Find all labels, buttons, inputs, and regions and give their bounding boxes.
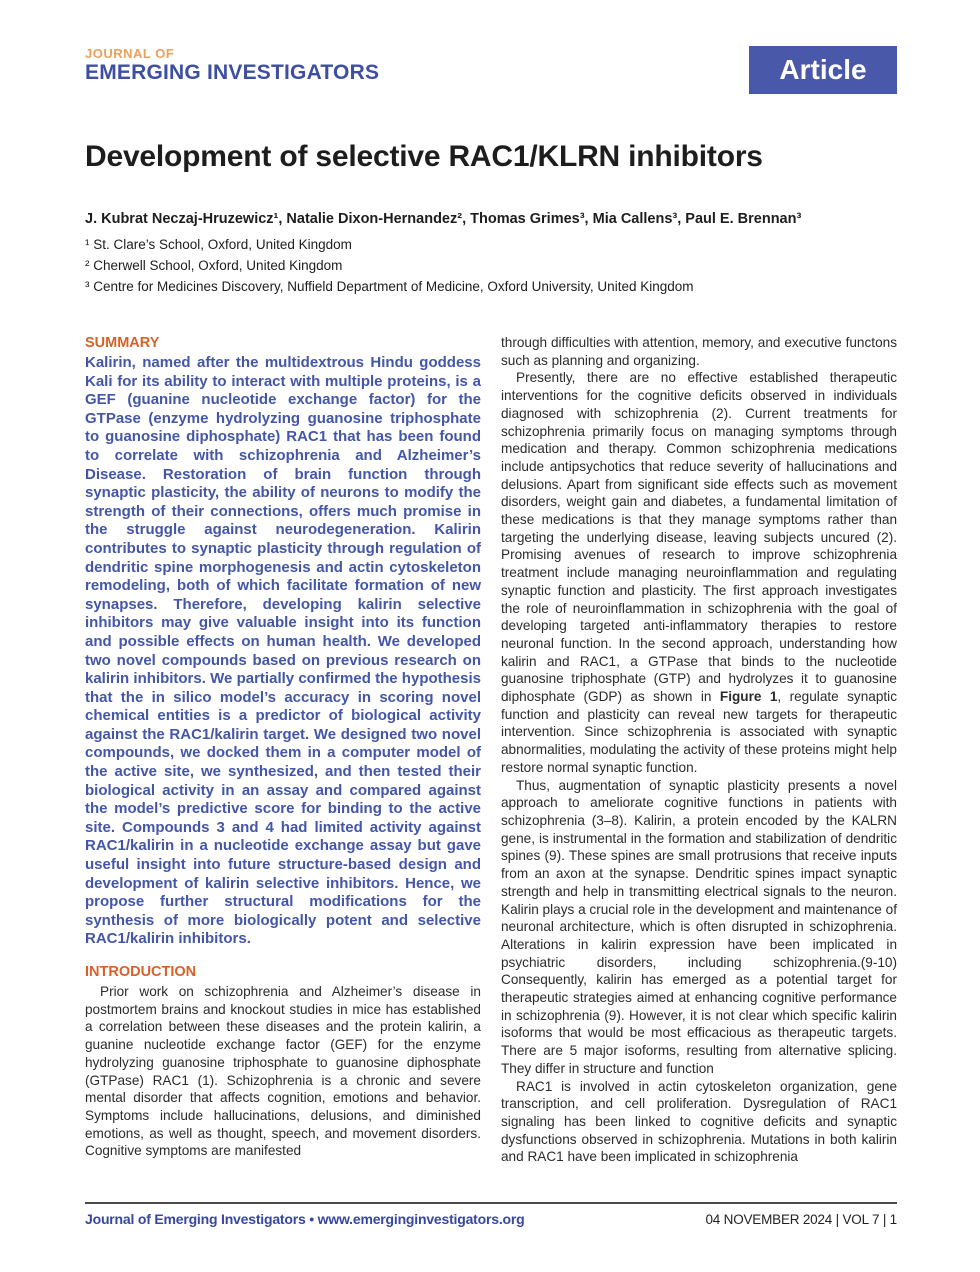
footer-date-volume-page: 04 NOVEMBER 2024 | VOL 7 | 1 [705,1212,897,1227]
left-column [85,334,481,1166]
article-type-badge: Article [749,46,897,94]
authors-line: J. Kubrat Neczaj-Hruzewicz¹, Natalie Dixon-Hernandez², Thomas Grimes³, Mia Callens³, Paul E. Brennan³ [85,211,802,227]
affiliation-2: ² Cherwell School, Oxford, United Kingdom [85,258,343,273]
two-column-body [85,334,897,1166]
body-paragraph-kalirin: Thus, augmentation of synaptic plasticity presents a novel approach to ameliorate cognitive functions in patients with schizophrenia (3–8). Kalirin, a protein encoded by the KALRN gene, is instrumental in the formation and stabilization of dendritic spines (9). These spines are small protrusions that receive inputs from an axon at the synapse. Dendritic spines impact synaptic strength and help in transmitting electrical signals to the neuron. Kalirin plays a crucial role in the development and maintenance of neuronal architecture, which is often disrupted in schizophrenia. Alterations in kalirin expression have been implicated in psychiatric disorders, including schizophrenia.(9-10) Consequently, kalirin has emerged as a potential target for therapeutic strategies aimed at enhancing cognitive performance in schizophrenia (9). However, it is not clear which specific kalirin isoforms that would be most efficacious as therapeutic targets. There are 5 major isoforms, resulting from alternative splicing. They differ in structure and function [501,777,897,1076]
introduction-heading: INTRODUCTION [85,964,197,980]
page-header [85,46,897,96]
paper-title: Development of selective RAC1/KLRN inhibitors [85,140,763,173]
figure-1-reference: Figure 1 [719,689,778,705]
affiliation-1: ¹ St. Clare’s School, Oxford, United Kingdom [85,237,352,252]
affiliations [85,234,897,297]
summary-heading: SUMMARY [85,335,160,351]
summary-text: Kalirin, named after the multidextrous Hindu goddess Kali for its ability to interact with multiple proteins, is a GEF (guanine nucleotide exchange factor) for the GTPase (enzyme hydrolyzing guanosine triphosphate to guanosine diphosphate) RAC1 that has been found to correlate with schizophrenia and Alzheimer’s Disease. Restoration of brain function through synaptic plasticity, the ability of neurons to modify the strength of their connections, offers much promise in the struggle against neurodegeneration. Kalirin contributes to synaptic plasticity through regulation of dendritic spine morphogenesis and actin cytoskeleton remodeling, both of which facilitate formation of new synapses. Therefore, developing kalirin selective inhibitors may give valuable insight into its function and possible effects on human health. We developed two novel compounds based on previous research on kalirin inhibitors. We partially confirmed the hypothesis that the in silico model’s accuracy in scoring novel chemical entities is a predictor of biological activity against the RAC1/kalirin target. We designed two novel compounds, we docked them in a computer model of the active site, we synthesized, and then tested their biological activity in an assay and compared against the model’s predictive score for binding to the active site. Compounds 3 and 4 had limited activity against RAC1/kalirin in a nucleotide exchange assay but gave useful insight into future structure-based design and development of kalirin selective inhibitors. Hence, we propose further structural modifications for the synthesis of more biologically potent and selective RAC1/kalirin inhibitors. [85,354,481,948]
journal-logo-line1: JOURNAL OF [85,46,175,61]
page-footer [85,1202,897,1227]
paragraph-text: Presently, there are no effective established therapeutic interventions for the cognitive deficits observed in individuals diagnosed with schizophrenia (2). Current treatments for schizophrenia primarily focus on managing symptoms through medication and therapy. Common schizophrenia medications include antipsychotics that reduce severity of hallucinations and delusions. Apart from significant side effects such as movement disorders, weight gain and diabetes, a fundamental limitation of these medications is that they manage symptoms rather than targeting the underlying disease, leaving subjects uncured (2). Promising avenues of research to improve schizophrenia treatment include managing neuroinflammation and regulating synaptic function and plasticity. The first approach investigates the role of neuroinflammation in schizophrenia with the goal of developing targeted anti-inflammatory therapies to restore neuronal function. In the second approach, understanding how kalirin and RAC1, a GTPase that binds to the nucleotide guanosine triphosphate (GTP) and hydrolyzes it to guanosine diphosphate (GDP) as shown in [501,370,897,705]
footer-journal-name: Journal of Emerging Investigators • www.emerginginvestigators.org [85,1211,525,1227]
paragraph-text: , regulate synaptic function and plasticity can reveal new targets for therapeutic intervention. Since schizophrenia is associated with synaptic abnormalities, modulating the activity of these proteins might help restore normal synaptic function. [501,689,898,775]
right-column [501,334,897,1166]
body-paragraph-treatments [501,369,897,776]
body-paragraph-continuation: through difficulties with attention, memory, and executive functons such as planning and organizing. [501,335,897,368]
affiliation-3: ³ Centre for Medicines Discovery, Nuffield Department of Medicine, Oxford University, United Kingdom [85,279,694,294]
body-paragraph-rac1: RAC1 is involved in actin cytoskeleton organization, gene transcription, and cell proliferation. Dysregulation of RAC1 signaling has been linked to cognitive deficits and synaptic dysfunctions observed in schizophrenia. Mutations in both kalirin and RAC1 have been implicated in schizophrenia [501,1078,897,1165]
introduction-paragraph: Prior work on schizophrenia and Alzheimer’s disease in postmortem brains and knockout studies in mice has established a correlation between these diseases and the protein kalirin, a guanine nucleotide exchange factor (GEF) for the enzyme hydrolyzing guanosine triphosphate to guanosine diphosphate (GTPase) RAC1 (1). Schizophrenia is a chronic and severe mental disorder that affects cognition, emotions and behavior. Symptoms include hallucinations, delusions, and diminished emotions, as well as thought, speech, and movement disorders. Cognitive symptoms are manifested [85,984,481,1159]
journal-logo [85,46,379,84]
journal-logo-line2: EMERGING INVESTIGATORS [85,61,380,84]
